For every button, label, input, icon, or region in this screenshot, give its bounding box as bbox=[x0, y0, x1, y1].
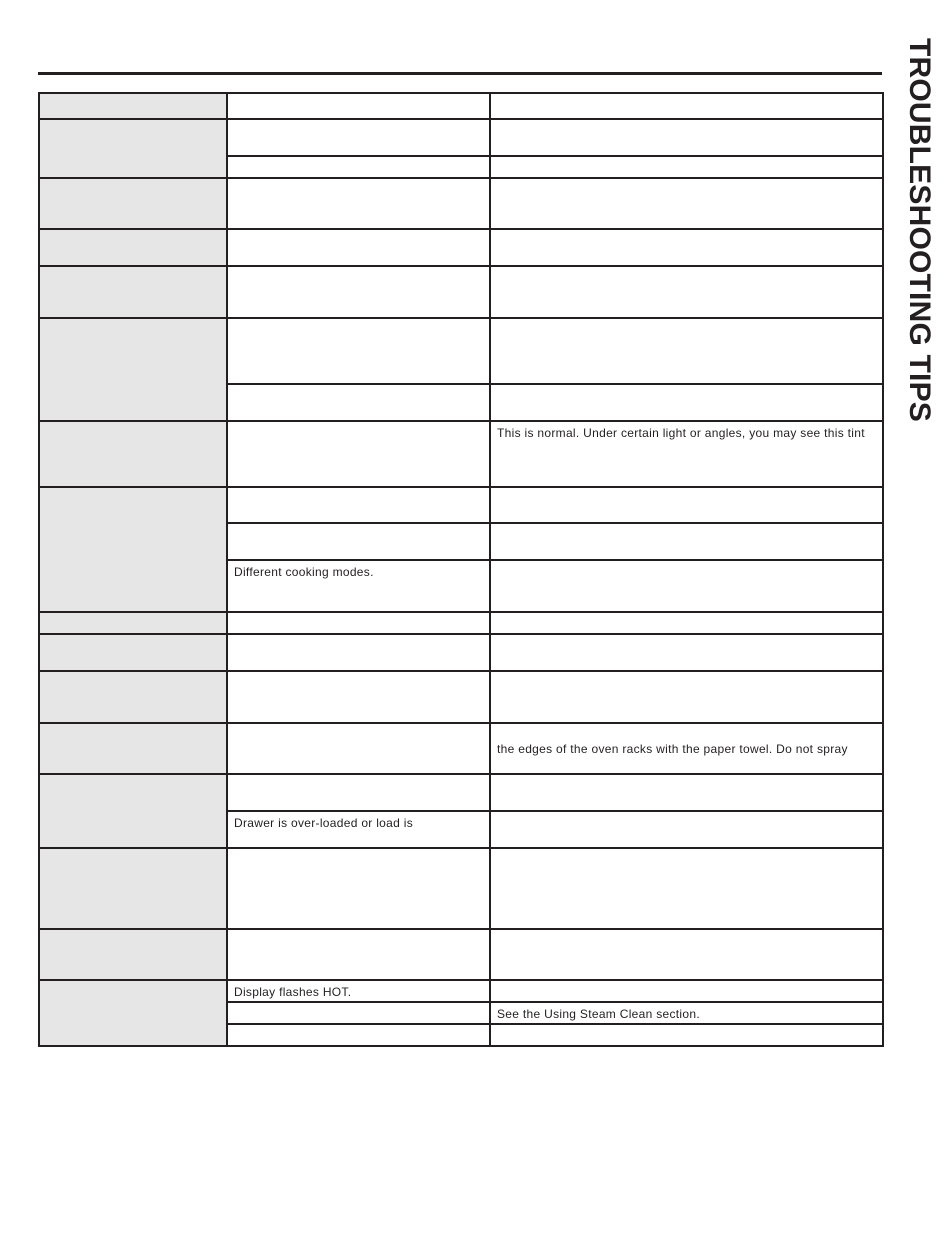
cause-cell bbox=[227, 266, 490, 318]
fix-cell bbox=[490, 811, 883, 848]
problem-cell bbox=[39, 178, 227, 229]
cause-cell bbox=[227, 421, 490, 487]
cause-cell bbox=[227, 523, 490, 560]
cause-cell bbox=[227, 774, 490, 811]
table-row bbox=[39, 119, 883, 156]
fix-cell bbox=[490, 156, 883, 178]
fix-cell bbox=[490, 1024, 883, 1046]
problem-cell bbox=[39, 612, 227, 634]
table-row bbox=[39, 929, 883, 980]
fix-cell bbox=[490, 119, 883, 156]
problem-cell bbox=[39, 318, 227, 421]
table-row bbox=[39, 487, 883, 523]
cause-cell bbox=[227, 723, 490, 774]
fix-cell: This is normal. Under certain light or angles, you may see this tint bbox=[490, 421, 883, 487]
cause-cell bbox=[227, 634, 490, 671]
problem-cell bbox=[39, 929, 227, 980]
fix-cell bbox=[490, 929, 883, 980]
problem-cell bbox=[39, 774, 227, 848]
problem-cell bbox=[39, 119, 227, 178]
fix-cell: the edges of the oven racks with the paper towel. Do not spray bbox=[490, 723, 883, 774]
cause-cell: Display flashes HOT. bbox=[227, 980, 490, 1002]
cause-cell bbox=[227, 384, 490, 421]
cause-cell bbox=[227, 487, 490, 523]
cause-cell bbox=[227, 318, 490, 384]
table-row bbox=[39, 980, 883, 1002]
table-row bbox=[39, 848, 883, 929]
fix-cell bbox=[490, 93, 883, 119]
table-row bbox=[39, 723, 883, 774]
fix-cell bbox=[490, 560, 883, 612]
problem-cell bbox=[39, 266, 227, 318]
table-row bbox=[39, 612, 883, 634]
problem-cell bbox=[39, 848, 227, 929]
fix-cell bbox=[490, 980, 883, 1002]
problem-cell bbox=[39, 487, 227, 612]
cause-cell bbox=[227, 1024, 490, 1046]
problem-cell bbox=[39, 421, 227, 487]
cause-cell bbox=[227, 671, 490, 723]
problem-cell bbox=[39, 634, 227, 671]
table-row bbox=[39, 774, 883, 811]
troubleshooting-table bbox=[38, 92, 884, 1047]
cause-cell bbox=[227, 119, 490, 156]
cause-cell bbox=[227, 848, 490, 929]
cause-cell bbox=[227, 612, 490, 634]
fix-cell bbox=[490, 384, 883, 421]
problem-cell bbox=[39, 980, 227, 1046]
cause-cell bbox=[227, 1002, 490, 1024]
cause-cell bbox=[227, 929, 490, 980]
fix-cell bbox=[490, 487, 883, 523]
fix-cell bbox=[490, 229, 883, 266]
section-title: TROUBLESHOOTING TIPS bbox=[903, 38, 936, 423]
cause-cell: Drawer is over-loaded or load is bbox=[227, 811, 490, 848]
fix-cell bbox=[490, 523, 883, 560]
table-row bbox=[39, 671, 883, 723]
table-row bbox=[39, 93, 883, 119]
cause-cell bbox=[227, 229, 490, 266]
problem-cell bbox=[39, 723, 227, 774]
cause-cell: Different cooking modes. bbox=[227, 560, 490, 612]
problem-cell bbox=[39, 93, 227, 119]
fix-cell bbox=[490, 266, 883, 318]
problem-cell bbox=[39, 229, 227, 266]
fix-cell bbox=[490, 178, 883, 229]
problem-cell bbox=[39, 671, 227, 723]
fix-cell bbox=[490, 612, 883, 634]
cause-cell bbox=[227, 156, 490, 178]
header-rule bbox=[38, 72, 882, 75]
table-row bbox=[39, 229, 883, 266]
table-row bbox=[39, 634, 883, 671]
fix-cell bbox=[490, 318, 883, 384]
table-row bbox=[39, 421, 883, 487]
table-row bbox=[39, 266, 883, 318]
fix-cell bbox=[490, 774, 883, 811]
fix-cell bbox=[490, 634, 883, 671]
cause-cell bbox=[227, 178, 490, 229]
table-row bbox=[39, 178, 883, 229]
fix-cell bbox=[490, 671, 883, 723]
cause-cell bbox=[227, 93, 490, 119]
fix-cell: See the Using Steam Clean section. bbox=[490, 1002, 883, 1024]
fix-cell bbox=[490, 848, 883, 929]
table-row bbox=[39, 318, 883, 384]
